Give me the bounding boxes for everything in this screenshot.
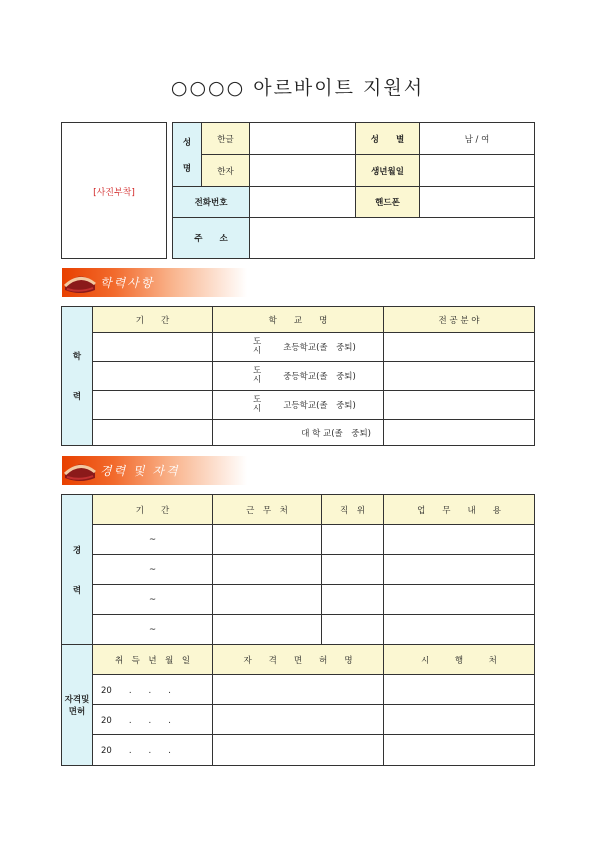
gender-value[interactable]: 남 / 여	[420, 123, 535, 155]
license-name-cell[interactable]	[213, 735, 384, 766]
career-license-table	[61, 494, 535, 766]
hanja-name-field[interactable]	[250, 155, 356, 187]
personal-info-table	[172, 122, 535, 259]
edu-period-cell[interactable]	[93, 362, 213, 391]
license-date-cell[interactable]: 20 . . .	[93, 675, 213, 705]
edu-school-type: 초등학교(졸 중퇴)	[283, 343, 356, 353]
career-period-cell[interactable]: ~	[93, 525, 213, 555]
career-banner	[62, 456, 247, 485]
edu-major-cell[interactable]	[384, 420, 535, 446]
career-header-duties: 업 무 내 용	[384, 495, 535, 525]
career-header-period: 기 간	[93, 495, 213, 525]
edu-header-school: 학 교 명	[213, 307, 384, 333]
address-label: 주 소	[173, 218, 250, 259]
edu-period-cell[interactable]	[93, 333, 213, 362]
career-duties-cell[interactable]	[384, 525, 535, 555]
career-workplace-cell[interactable]	[213, 555, 322, 585]
license-header-name: 자 격 면 허 명	[213, 645, 384, 675]
hangul-name-field[interactable]	[250, 123, 356, 155]
edu-school-cell[interactable]: 도 시 고등학교(졸 중퇴)	[213, 391, 384, 420]
license-name-cell[interactable]	[213, 705, 384, 735]
edu-school-cell[interactable]: 도 시 초등학교(졸 중퇴)	[213, 333, 384, 362]
license-side-label: 자격및 면허	[62, 645, 93, 766]
phone-field[interactable]	[250, 187, 356, 218]
career-position-cell[interactable]	[322, 525, 384, 555]
career-duties-cell[interactable]	[384, 555, 535, 585]
license-issuer-cell[interactable]	[384, 675, 535, 705]
edu-major-cell[interactable]	[384, 391, 535, 420]
edu-period-cell[interactable]	[93, 420, 213, 446]
birth-field[interactable]	[420, 155, 535, 187]
phone-label: 전화번호	[173, 187, 250, 218]
edu-major-cell[interactable]	[384, 362, 535, 391]
edu-school-cell[interactable]: 도 시 중등학교(졸 중퇴)	[213, 362, 384, 391]
career-period-cell[interactable]: ~	[93, 615, 213, 645]
edu-header-period: 기 간	[93, 307, 213, 333]
pie-icon	[64, 460, 96, 482]
license-header-issuer: 시 행 처	[384, 645, 535, 675]
education-side-label: 학 력	[62, 307, 93, 446]
career-workplace-cell[interactable]	[213, 525, 322, 555]
education-banner	[62, 268, 247, 297]
career-duties-cell[interactable]	[384, 585, 535, 615]
page-title: ○○○○ 아르바이트 지원서	[170, 77, 425, 99]
edu-period-cell[interactable]	[93, 391, 213, 420]
edu-major-cell[interactable]	[384, 333, 535, 362]
career-duties-cell[interactable]	[384, 615, 535, 645]
mobile-label: 핸드폰	[356, 187, 420, 218]
address-field[interactable]	[250, 218, 535, 259]
license-header-date: 취 득 년 월 일	[93, 645, 213, 675]
hangul-label: 한글	[202, 123, 250, 155]
pie-icon	[64, 272, 96, 294]
edu-school-type: 중등학교(졸 중퇴)	[283, 372, 356, 382]
career-position-cell[interactable]	[322, 585, 384, 615]
career-position-cell[interactable]	[322, 555, 384, 585]
career-period-cell[interactable]: ~	[93, 555, 213, 585]
edu-school-type: 고등학교(졸 중퇴)	[283, 401, 356, 411]
career-period-cell[interactable]: ~	[93, 585, 213, 615]
career-header-position: 직 위	[322, 495, 384, 525]
photo-box[interactable]	[61, 122, 167, 259]
birth-label: 생년월일	[356, 155, 420, 187]
hanja-label: 한자	[202, 155, 250, 187]
photo-label: [사진부착]	[93, 188, 135, 198]
career-workplace-cell[interactable]	[213, 585, 322, 615]
education-table	[61, 306, 535, 446]
gender-label: 성 별	[356, 123, 420, 155]
license-issuer-cell[interactable]	[384, 705, 535, 735]
edu-header-major: 전 공 분 야	[384, 307, 535, 333]
license-name-cell[interactable]	[213, 675, 384, 705]
license-date-cell[interactable]: 20 . . .	[93, 735, 213, 766]
name-label: 성 명	[173, 123, 202, 187]
career-banner-text: 경력 및 자격	[100, 464, 180, 478]
edu-university-cell[interactable]: 대 학 교(졸 중퇴)	[213, 420, 384, 446]
career-workplace-cell[interactable]	[213, 615, 322, 645]
career-side-label: 경 력	[62, 495, 93, 645]
mobile-field[interactable]	[420, 187, 535, 218]
education-banner-text: 학력사항	[100, 276, 155, 290]
career-header-workplace: 근 무 처	[213, 495, 322, 525]
license-issuer-cell[interactable]	[384, 735, 535, 766]
license-date-cell[interactable]: 20 . . .	[93, 705, 213, 735]
career-position-cell[interactable]	[322, 615, 384, 645]
